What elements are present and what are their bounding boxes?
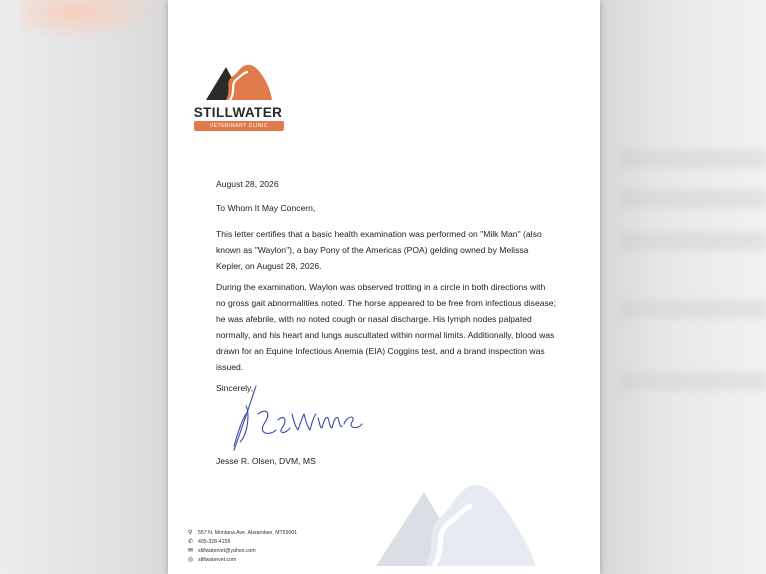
footer-website-text[interactable]: stillwatervet.com: [198, 557, 237, 563]
letter-page: [168, 0, 600, 574]
footer-phone-text: 405-328-4159: [198, 539, 231, 545]
footer-address-text: 557 N. Montana Ave. Absarokee, MT59001: [198, 530, 298, 536]
location-pin-icon: ⚲: [188, 530, 193, 536]
phone-icon: ✆: [188, 539, 194, 545]
clinic-tagline: VETERINARY CLINIC: [194, 121, 284, 131]
footer-website: [188, 556, 297, 565]
footer-email: [188, 547, 297, 556]
clinic-logo: [192, 64, 284, 128]
background-right: [600, 0, 766, 574]
clinic-name: STILLWATER: [193, 105, 283, 120]
mountain-horse-logo-icon: [206, 64, 272, 102]
background-band: [620, 300, 766, 318]
letter-date: August 28, 2026: [216, 179, 279, 189]
letter-salutation: To Whom It May Concern,: [216, 203, 316, 213]
background-band: [620, 372, 766, 390]
background-band: [620, 232, 766, 250]
signatory-name: Jesse R. Olsen, DVM, MS: [216, 456, 316, 466]
letter-paragraph: This letter certifies that a basic health examination was performed on "Milk Man" (also known as "Waylon"), a bay Pony of the Americas (POA) gelding owned by Melissa Kepler, on August 28, 2026.: [216, 229, 542, 271]
email-icon: ✉: [188, 548, 194, 554]
background-band: [620, 190, 766, 208]
letter-paragraph: During the examination, Waylon was observed trotting in a circle in both directions with no gross gait abnormalities noted. The horse appeared to be free from infectious disease; he was afebrile, with no noted cough or nasal discharge. His lymph nodes palpated normally, and his heart and lungs auscultated within normal limits. Additionally, blood was drawn for an Equine Infectious Anemia (EIA) Coggins test, and a brand inspection was issued.: [216, 282, 556, 372]
footer-email-text[interactable]: stillwatervet@yahoo.com: [198, 548, 256, 554]
letter-closing: Sincerely,: [216, 383, 254, 393]
footer-phone: [188, 538, 297, 547]
footer-address: [188, 529, 297, 538]
globe-icon: ◎: [188, 557, 194, 563]
contact-footer: [188, 529, 297, 565]
background-band: [620, 150, 766, 168]
background-blur: [20, 0, 160, 40]
background-left: [0, 0, 168, 574]
handwritten-signature: [228, 384, 368, 456]
logo-watermark: [376, 478, 540, 568]
